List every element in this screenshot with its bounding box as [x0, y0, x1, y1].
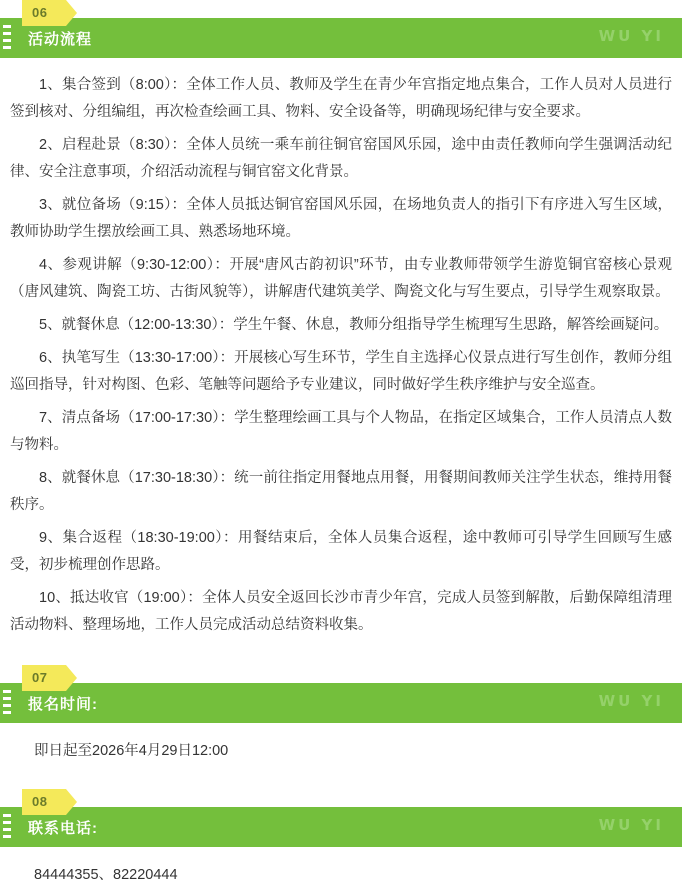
flow-step: 2、启程赴景（8:30）：全体人员统一乘车前往铜官窑国风乐园，途中由责任教师向学生强调活动纪律、安全注意事项，介绍活动流程与铜官窑文化背景。: [10, 137, 672, 180]
bar-ticks-decoration: [0, 18, 14, 58]
section-title: 报名时间:: [28, 696, 98, 713]
flow-step: 7、清点备场（17:00-17:30）：学生整理绘画工具与个人物品，在指定区域集合，工作人员清点人数与物料。: [10, 410, 672, 453]
watermark-text: WU YI: [598, 27, 664, 45]
flow-step: 9、集合返程（18:30-19:00）：用餐结束后，全体人员集合返程，途中教师可引导学生回顾写生感受，初步梳理创作思路。: [10, 530, 672, 573]
section-header-bar: [0, 18, 682, 58]
flow-step: 3、就位备场（9:15）：全体人员抵达铜官窑国风乐园，在场地负责人的指引下有序进入写生区域，教师协助学生摆放绘画工具、熟悉场地环境。: [10, 197, 672, 240]
flow-step: 1、集合签到（8:00）：全体工作人员、教师及学生在青少年宫指定地点集合，工作人员对人员进行签到核对、分组编组，再次检查绘画工具、物料、安全设备等，明确现场纪律与安全要求。: [10, 77, 672, 120]
section-title: 联系电话:: [28, 820, 98, 837]
section-contact-phone: [0, 789, 682, 887]
flow-step: 8、就餐休息（17:30-18:30）：统一前往指定用餐地点用餐，用餐期间教师关注学生状态，维持用餐秩序。: [10, 470, 672, 513]
section-header-bar: [0, 683, 682, 723]
flow-step: 6、执笔写生（13:30-17:00）：开展核心写生环节，学生自主选择心仪景点进行写生创作，教师分组巡回指导，针对构图、色彩、笔触等问题给予专业建议，同时做好学生秩序维护与安全巡查。: [10, 350, 672, 393]
section-header-08: [0, 789, 682, 847]
contact-phone-value: 84444355、82220444: [34, 867, 178, 883]
section-header-07: [0, 665, 682, 723]
section-header-06: [0, 0, 682, 58]
section-title: 活动流程: [28, 31, 93, 48]
flow-step: 10、抵达收官（19:00）：全体人员安全返回长沙市青少年宫，完成人员签到解散，后勤保障组清理活动物料、整理场地，工作人员完成活动总结资料收集。: [10, 590, 672, 633]
flow-step: 5、就餐休息（12:00-13:30）：学生午餐、休息，教师分组指导学生梳理写生思路，解答绘画疑问。: [39, 317, 669, 333]
section-number-tag: 08: [22, 789, 66, 815]
section-number-tag: 07: [22, 665, 66, 691]
watermark-text: WU YI: [598, 692, 664, 710]
section-registration-time: [0, 665, 682, 763]
registration-time-value: 即日起至2026年4月29日12:00: [34, 743, 229, 759]
section-number-tag: 06: [22, 0, 66, 26]
flow-step: 4、参观讲解（9:30-12:00）：开展“唐风古韵初识”环节，由专业教师带领学生游览铜官窑核心景观（唐风建筑、陶瓷工坊、古街风貌等），讲解唐代建筑美学、陶瓷文化与写生要点，引导学生观察取景。: [10, 257, 672, 300]
activity-flow-body: [0, 58, 682, 639]
bar-ticks-decoration: [0, 807, 14, 847]
watermark-text: WU YI: [598, 816, 664, 834]
bar-ticks-decoration: [0, 683, 14, 723]
section-header-bar: [0, 807, 682, 847]
